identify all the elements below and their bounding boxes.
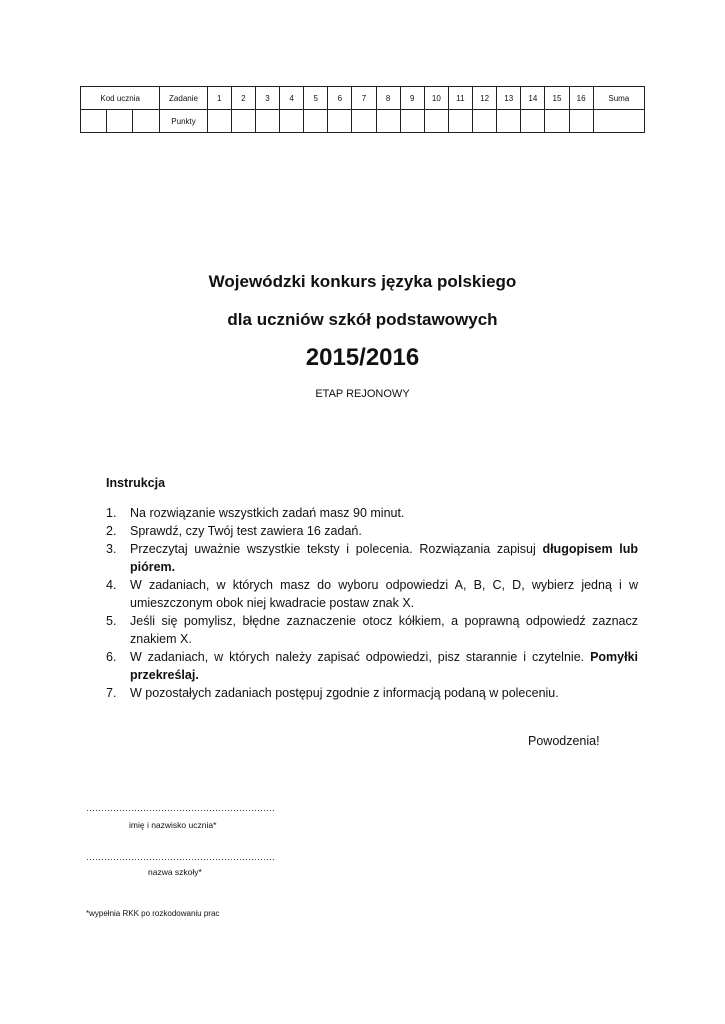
task-number: 6 xyxy=(328,87,352,110)
task-number: 3 xyxy=(255,87,279,110)
task-number: 1 xyxy=(207,87,231,110)
points-cell[interactable] xyxy=(376,110,400,133)
instruction-number: 1. xyxy=(106,506,117,520)
task-number: 11 xyxy=(448,87,472,110)
task-number: 2 xyxy=(231,87,255,110)
task-label: Zadanie xyxy=(160,87,207,110)
points-cell[interactable] xyxy=(400,110,424,133)
contest-stage: ETAP REJONOWY xyxy=(315,388,410,400)
instruction-text xyxy=(130,522,638,540)
task-number: 9 xyxy=(400,87,424,110)
student-code-label: Kod ucznia xyxy=(81,87,160,110)
instruction-number: 6. xyxy=(106,650,117,664)
points-cell[interactable] xyxy=(424,110,448,133)
task-number: 5 xyxy=(304,87,328,110)
instruction-item xyxy=(106,522,638,540)
instruction-text-plain: W zadaniach, w których należy zapisać odpowiedzi, pisz starannie i czytelnie. xyxy=(130,650,591,664)
task-number: 13 xyxy=(497,87,521,110)
sum-label: Suma xyxy=(593,87,644,110)
points-cell[interactable] xyxy=(545,110,569,133)
points-cell[interactable] xyxy=(448,110,472,133)
instruction-text xyxy=(130,576,638,612)
points-cell[interactable] xyxy=(569,110,593,133)
instruction-text xyxy=(130,612,638,648)
points-cell[interactable] xyxy=(280,110,304,133)
task-number: 7 xyxy=(352,87,376,110)
instruction-text-bold: długopisem lub piórem. xyxy=(130,542,638,574)
task-number: 10 xyxy=(424,87,448,110)
contest-title: Wojewódzki konkurs języka polskiego xyxy=(208,272,517,291)
points-cell[interactable] xyxy=(207,110,231,133)
student-name-line[interactable]: ……………………………………………………… xyxy=(86,803,275,813)
instruction-text xyxy=(130,684,638,702)
footnote: *wypełnia RKK po rozkodowaniu prac xyxy=(86,909,220,918)
task-number: 15 xyxy=(545,87,569,110)
instruction-text-plain: W pozostałych zadaniach postępuj zgodnie z informacją podaną w poleceniu. xyxy=(130,686,559,700)
closing-wish: Powodzenia! xyxy=(528,734,600,748)
instruction-text xyxy=(130,540,638,576)
instruction-text-plain: W zadaniach, w których masz do wyboru odpowiedzi A, B, C, D, wybierz jedną i w umieszczonym obok niej kwadracie postaw znak X. xyxy=(130,578,638,610)
instruction-text-plain: Na rozwiązanie wszystkich zadań masz 90 minut. xyxy=(130,506,405,520)
task-number: 12 xyxy=(473,87,497,110)
school-name-line[interactable]: ……………………………………………………… xyxy=(86,852,275,862)
score-table xyxy=(80,86,645,133)
score-table-points-row xyxy=(81,110,645,133)
points-cell[interactable] xyxy=(231,110,255,133)
points-cell[interactable] xyxy=(255,110,279,133)
instruction-text xyxy=(130,648,638,684)
points-cell[interactable] xyxy=(521,110,545,133)
student-code-cell[interactable] xyxy=(133,110,160,133)
points-cell[interactable] xyxy=(328,110,352,133)
instruction-number: 7. xyxy=(106,686,117,700)
points-cell[interactable] xyxy=(352,110,376,133)
points-label: Punkty xyxy=(160,110,207,133)
points-cell[interactable] xyxy=(497,110,521,133)
instructions-title: Instrukcja xyxy=(106,476,166,490)
instruction-item xyxy=(106,504,638,522)
instruction-item xyxy=(106,648,638,684)
score-table-header-row xyxy=(81,87,645,110)
instruction-number: 2. xyxy=(106,524,117,538)
instruction-item xyxy=(106,684,638,702)
task-number: 8 xyxy=(376,87,400,110)
contest-subtitle: dla uczniów szkół podstawowych xyxy=(227,310,498,329)
instruction-number: 3. xyxy=(106,542,117,556)
instruction-number: 5. xyxy=(106,614,117,628)
instruction-text-plain: Sprawdź, czy Twój test zawiera 16 zadań. xyxy=(130,524,362,538)
instruction-item xyxy=(106,540,638,576)
instruction-item xyxy=(106,612,638,648)
sum-cell[interactable] xyxy=(593,110,644,133)
points-cell[interactable] xyxy=(304,110,328,133)
instruction-text-plain: Przeczytaj uważnie wszystkie teksty i polecenia. Rozwiązania zapisuj xyxy=(130,542,543,556)
instruction-item xyxy=(106,576,638,612)
student-name-caption: imię i nazwisko ucznia* xyxy=(129,820,217,830)
instruction-text xyxy=(130,504,638,522)
instruction-number: 4. xyxy=(106,578,117,592)
task-number: 4 xyxy=(280,87,304,110)
instruction-text-bold: Pomyłki przekreślaj. xyxy=(130,650,638,682)
points-cell[interactable] xyxy=(473,110,497,133)
student-code-cell[interactable] xyxy=(81,110,107,133)
task-number: 14 xyxy=(521,87,545,110)
student-code-cell[interactable] xyxy=(107,110,133,133)
instruction-text-plain: Jeśli się pomylisz, błędne zaznaczenie otocz kółkiem, a poprawną odpowiedź zaznacz znakiem X. xyxy=(130,614,638,646)
school-name-caption: nazwa szkoły* xyxy=(148,867,202,877)
school-year: 2015/2016 xyxy=(305,344,420,371)
task-number: 16 xyxy=(569,87,593,110)
instructions-list xyxy=(106,504,638,702)
